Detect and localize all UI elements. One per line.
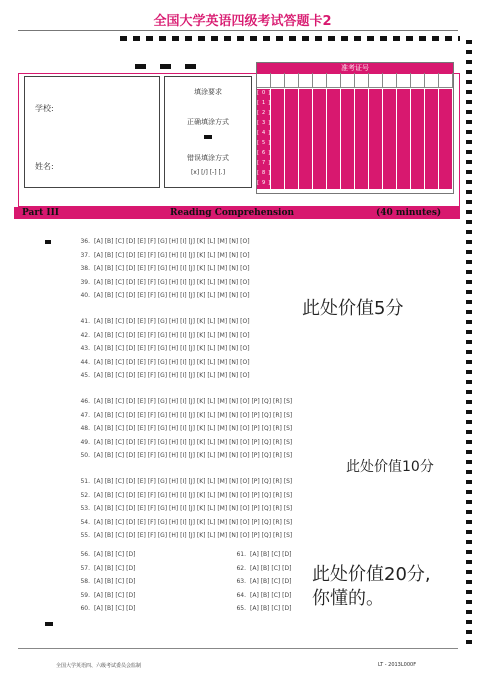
- question-row[interactable]: [76, 265, 250, 272]
- part-name: Reading Comprehension: [170, 208, 295, 218]
- question-row[interactable]: [76, 519, 292, 526]
- question-number: 55.: [80, 532, 90, 539]
- answer-options[interactable]: [A] [B] [C] [D] [E] [F] [G] [H] [I] [J] [K] [L] [M] [N] [O]: [94, 265, 250, 272]
- question-number: 45.: [80, 372, 90, 379]
- question-row[interactable]: [76, 252, 250, 259]
- question-number: 63.: [236, 578, 246, 585]
- answer-options[interactable]: [A] [B] [C] [D] [E] [F] [G] [H] [I] [J] [K] [L] [M] [N] [O] [P] [Q] [R] [S]: [94, 411, 293, 419]
- footer-issuer: 全国大学英语四、六级考试委员会监制: [56, 663, 142, 669]
- timing-marks-right: [466, 40, 472, 650]
- question-row[interactable]: [76, 565, 135, 572]
- question-number: 41.: [80, 318, 90, 325]
- question-row[interactable]: [76, 578, 135, 585]
- question-row[interactable]: [76, 398, 292, 405]
- question-row[interactable]: [76, 345, 250, 352]
- answer-options[interactable]: [A] [B] [C] [D]: [250, 551, 292, 558]
- question-row[interactable]: [76, 425, 292, 432]
- exam-id-write-cells[interactable]: [257, 73, 453, 88]
- question-row[interactable]: [76, 439, 292, 446]
- exam-id-digit-row[interactable]: [5]: [257, 140, 274, 146]
- top-divider: [18, 30, 458, 31]
- bottom-divider: [18, 648, 458, 649]
- question-row[interactable]: [232, 565, 291, 572]
- answer-options[interactable]: [A] [B] [C] [D]: [250, 591, 292, 599]
- answer-options[interactable]: [A] [B] [C] [D]: [94, 591, 136, 599]
- answer-options[interactable]: [A] [B] [C] [D] [E] [F] [G] [H] [I] [J] [K] [L] [M] [N] [O]: [94, 345, 250, 352]
- question-number: 40.: [80, 292, 90, 299]
- exam-id-digit-row[interactable]: [8]: [257, 170, 274, 176]
- answer-options[interactable]: [A] [B] [C] [D]: [250, 564, 292, 572]
- question-number: 50.: [80, 452, 90, 459]
- answer-options[interactable]: [A] [B] [C] [D] [E] [F] [G] [H] [I] [J] [K] [L] [M] [N] [O]: [94, 251, 250, 259]
- exam-id-digit-row[interactable]: [2]: [257, 110, 274, 116]
- answer-options[interactable]: [A] [B] [C] [D] [E] [F] [G] [H] [I] [J] [K] [L] [M] [N] [O]: [94, 372, 250, 379]
- question-number: 57.: [80, 564, 90, 572]
- question-row[interactable]: [232, 578, 291, 585]
- question-row[interactable]: [76, 318, 250, 325]
- question-number: 47.: [80, 411, 90, 419]
- exam-id-bubbles[interactable]: [257, 89, 453, 189]
- exam-id-label: 准考证号: [257, 63, 453, 73]
- name-label: 姓名:: [35, 162, 54, 171]
- part-time: (40 minutes): [376, 208, 442, 218]
- question-number: 58.: [80, 578, 90, 585]
- alignment-mark: [45, 622, 53, 626]
- annotation-20-points: 此处价值20分,: [312, 564, 431, 585]
- question-number: 60.: [80, 605, 90, 612]
- question-number: 51.: [80, 478, 90, 485]
- question-number: 42.: [80, 331, 90, 339]
- answer-options[interactable]: [A] [B] [C] [D] [E] [F] [G] [H] [I] [J] [K] [L] [M] [N] [O] [P] [Q] [R] [S]: [94, 425, 293, 432]
- question-number: 37.: [80, 251, 90, 259]
- wrong-fill-label: 错误填涂方式: [187, 154, 229, 162]
- question-row[interactable]: [232, 551, 291, 558]
- question-number: 64.: [236, 591, 246, 599]
- question-number: 46.: [80, 398, 90, 405]
- question-number: 53.: [80, 505, 90, 512]
- annotation-you-know: 你懂的。: [312, 588, 384, 609]
- answer-options[interactable]: [A] [B] [C] [D] [E] [F] [G] [H] [I] [J] [K] [L] [M] [N] [O]: [94, 292, 250, 299]
- question-number: 49.: [80, 438, 90, 446]
- question-row[interactable]: [232, 592, 291, 599]
- question-number: 39.: [80, 278, 90, 286]
- question-number: 38.: [80, 265, 90, 272]
- question-row[interactable]: [76, 452, 292, 459]
- answer-options[interactable]: [A] [B] [C] [D] [E] [F] [G] [H] [I] [J] [K] [L] [M] [N] [O]: [94, 238, 250, 245]
- answer-options[interactable]: [A] [B] [C] [D] [E] [F] [G] [H] [I] [J] [K] [L] [M] [N] [O]: [94, 318, 250, 325]
- question-number: 52.: [80, 491, 90, 499]
- question-row[interactable]: [76, 279, 250, 286]
- exam-id-grid[interactable]: [256, 62, 454, 194]
- answer-options[interactable]: [A] [B] [C] [D] [E] [F] [G] [H] [I] [J] [K] [L] [M] [N] [O] [P] [Q] [R] [S]: [94, 532, 293, 539]
- question-row[interactable]: [76, 532, 292, 539]
- annotation-5-points: 此处价值5分: [302, 298, 404, 319]
- alignment-mark: [45, 240, 51, 244]
- answer-options[interactable]: [A] [B] [C] [D]: [94, 605, 136, 612]
- question-number: 43.: [80, 345, 90, 352]
- question-row[interactable]: [76, 372, 250, 379]
- school-label: 学校:: [35, 104, 54, 113]
- exam-id-digit-row[interactable]: [7]: [257, 160, 274, 166]
- exam-id-digit-row[interactable]: [0]: [257, 90, 274, 96]
- wrong-fill-examples: [x] [/] [-] [.]: [190, 169, 226, 176]
- question-row[interactable]: [76, 605, 135, 612]
- annotation-10-points: 此处价值10分: [346, 459, 434, 475]
- exam-id-digit-row[interactable]: [1]: [257, 100, 274, 106]
- answer-options[interactable]: [A] [B] [C] [D] [E] [F] [G] [H] [I] [J] [K] [L] [M] [N] [O]: [94, 278, 250, 286]
- exam-id-digit-row[interactable]: [3]: [257, 120, 274, 126]
- student-info-box: [24, 76, 160, 188]
- answer-options[interactable]: [A] [B] [C] [D]: [94, 551, 136, 558]
- question-number: 56.: [80, 551, 90, 558]
- question-row[interactable]: [76, 551, 135, 558]
- question-number: 65.: [236, 605, 246, 612]
- answer-options[interactable]: [A] [B] [C] [D]: [250, 605, 292, 612]
- answer-options[interactable]: [A] [B] [C] [D] [E] [F] [G] [H] [I] [J] [K] [L] [M] [N] [O] [P] [Q] [R] [S]: [94, 438, 293, 446]
- question-row[interactable]: [76, 359, 250, 366]
- exam-id-digit-row[interactable]: [6]: [257, 150, 274, 156]
- answer-options[interactable]: [A] [B] [C] [D] [E] [F] [G] [H] [I] [J] [K] [L] [M] [N] [O]: [94, 331, 250, 339]
- answer-options[interactable]: [A] [B] [C] [D] [E] [F] [G] [H] [I] [J] [K] [L] [M] [N] [O] [P] [Q] [R] [S]: [94, 518, 293, 526]
- question-row[interactable]: [76, 292, 250, 299]
- answer-options[interactable]: [A] [B] [C] [D] [E] [F] [G] [H] [I] [J] [K] [L] [M] [N] [O] [P] [Q] [R] [S]: [94, 505, 293, 512]
- correct-fill-example: [165, 133, 251, 141]
- question-number: 44.: [80, 358, 90, 366]
- answer-options[interactable]: [A] [B] [C] [D]: [94, 578, 136, 585]
- fill-requirements-heading: 填涂要求: [194, 88, 222, 96]
- question-number: 61.: [236, 551, 246, 558]
- question-row[interactable]: [76, 412, 292, 419]
- question-row[interactable]: [76, 478, 292, 485]
- question-number: 59.: [80, 591, 90, 599]
- part-header-bar: [14, 207, 460, 219]
- answer-options[interactable]: [A] [B] [C] [D]: [94, 564, 136, 572]
- answer-options[interactable]: [A] [B] [C] [D] [E] [F] [G] [H] [I] [J] [K] [L] [M] [N] [O] [P] [Q] [R] [S]: [94, 452, 293, 459]
- timing-marks-top: [120, 36, 460, 41]
- answer-options[interactable]: [A] [B] [C] [D] [E] [F] [G] [H] [I] [J] [K] [L] [M] [N] [O]: [94, 358, 250, 366]
- question-row[interactable]: [232, 605, 291, 612]
- correct-fill-label: 正确填涂方式: [187, 118, 229, 126]
- exam-id-digit-row[interactable]: [4]: [257, 130, 274, 136]
- question-row[interactable]: [76, 492, 292, 499]
- answer-options[interactable]: [A] [B] [C] [D] [E] [F] [G] [H] [I] [J] [K] [L] [M] [N] [O] [P] [Q] [R] [S]: [94, 478, 293, 485]
- fill-requirements-box: [164, 76, 252, 188]
- answer-sheet-title: 全国大学英语四级考试答题卡2: [153, 14, 332, 29]
- answer-options[interactable]: [A] [B] [C] [D] [E] [F] [G] [H] [I] [J] [K] [L] [M] [N] [O] [P] [Q] [R] [S]: [94, 398, 293, 405]
- question-number: 48.: [80, 425, 90, 432]
- question-row[interactable]: [76, 592, 135, 599]
- question-row[interactable]: [76, 505, 292, 512]
- answer-options[interactable]: [A] [B] [C] [D] [E] [F] [G] [H] [I] [J] [K] [L] [M] [N] [O] [P] [Q] [R] [S]: [94, 491, 293, 499]
- question-row[interactable]: [76, 332, 250, 339]
- part-number: Part III: [22, 208, 60, 218]
- question-number: 62.: [236, 564, 246, 572]
- question-row[interactable]: [76, 238, 250, 245]
- answer-options[interactable]: [A] [B] [C] [D]: [250, 578, 292, 585]
- question-number: 54.: [80, 518, 90, 526]
- exam-id-digit-row[interactable]: [9]: [257, 180, 274, 186]
- question-number: 36.: [80, 238, 90, 245]
- footer-code: LT - 2013L000F: [378, 662, 417, 668]
